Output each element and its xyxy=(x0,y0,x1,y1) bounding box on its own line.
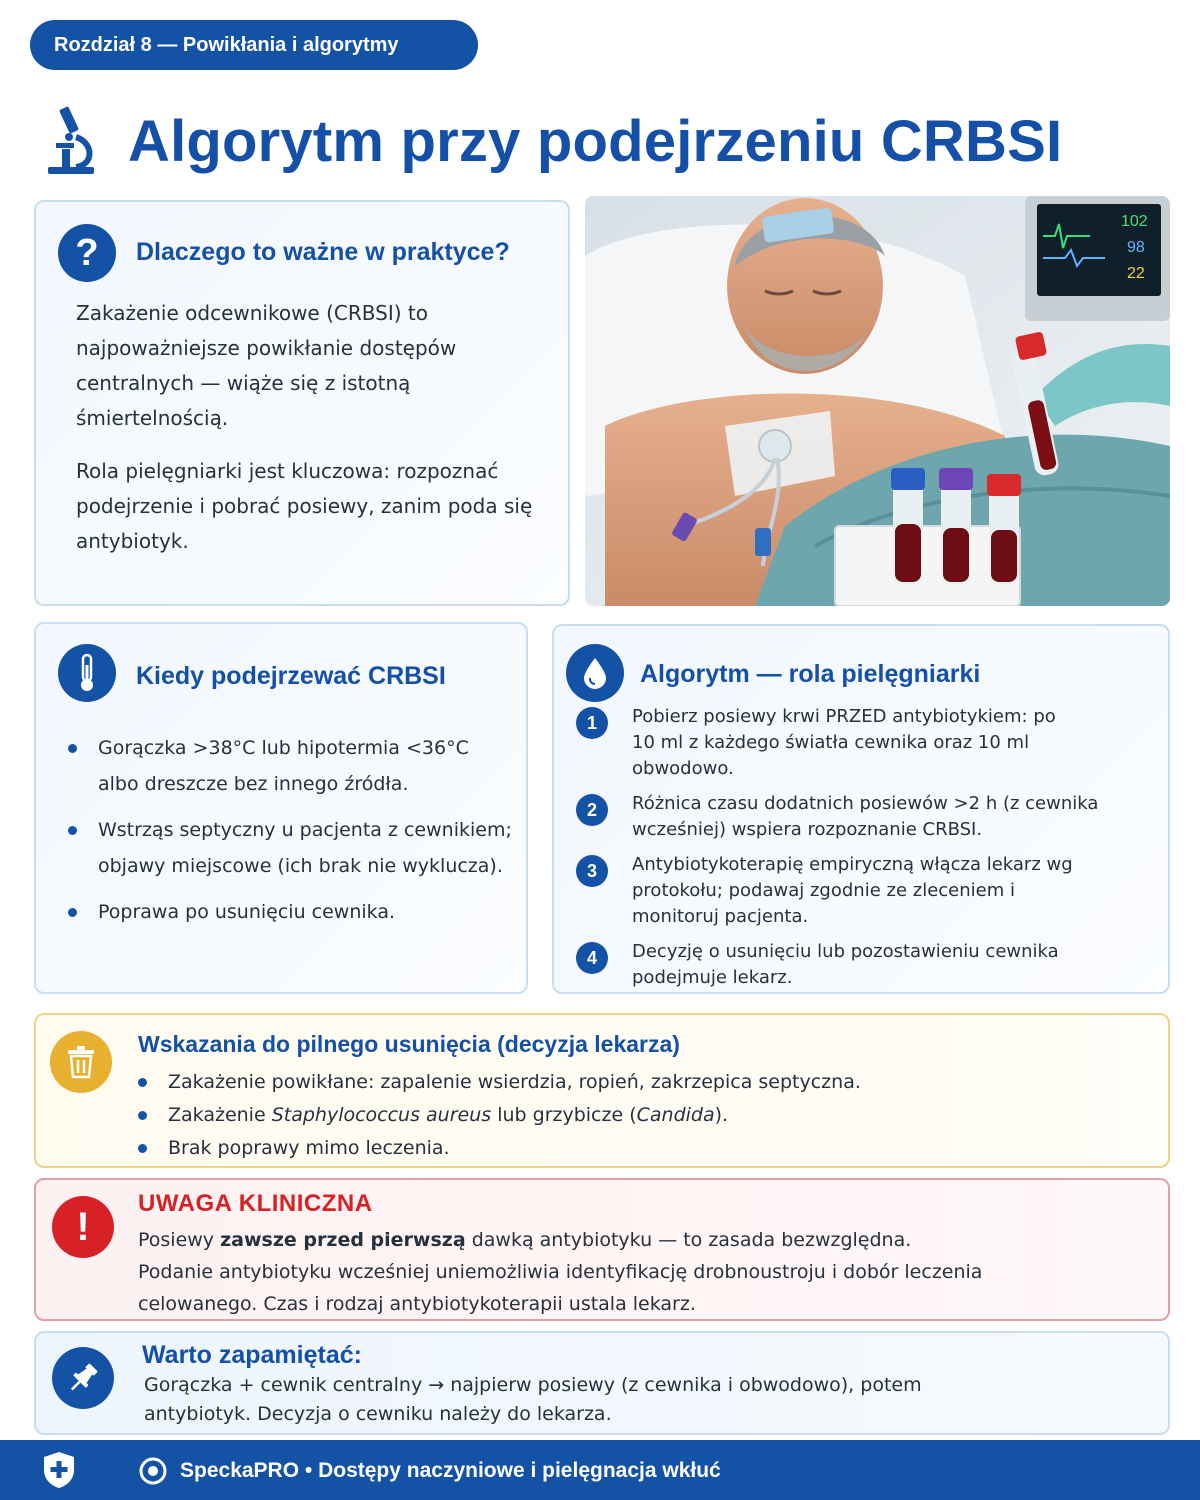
algorithm-card xyxy=(552,624,1170,994)
footer xyxy=(0,1440,1200,1500)
step-text: Różnica czasu dodatnich posiewów >2 h (z cewnika wcześniej) wspiera rozpoznanie CRBSI. xyxy=(632,793,1099,840)
removal-heading: Wskazania do pilnego usunięcia (decyzja lekarza) xyxy=(138,1031,680,1057)
list-item-text: Zakażenie xyxy=(168,1104,272,1126)
alert-line-1 xyxy=(138,1224,1038,1256)
removal-card xyxy=(34,1013,1170,1168)
page-header xyxy=(42,96,1062,186)
question-icon: ? xyxy=(58,224,116,282)
step-number: 3 xyxy=(576,855,608,887)
algorithm-step xyxy=(576,704,1156,782)
algorithm-step xyxy=(576,852,1156,930)
step-text: Antybiotykoterapię empiryczną włącza lekarz wg protokołu; podawaj zgodnie ze zleceniem i monitoruj pacjenta. xyxy=(632,854,1073,927)
step-number: 4 xyxy=(576,942,608,974)
monitor-value-3: 22 xyxy=(1127,265,1145,282)
algorithm-heading: Algorytm — rola pielęgniarki xyxy=(640,660,981,688)
list-item: Poprawa po usunięciu cewnika. xyxy=(62,894,512,930)
page-title: Algorytm przy podejrzeniu CRBSI xyxy=(128,108,1063,174)
list-item: Brak poprawy mimo leczenia. xyxy=(132,1132,1132,1165)
pin-icon xyxy=(52,1347,114,1409)
remember-title: Warto zapamiętać: xyxy=(142,1341,362,1369)
exclamation-icon: ! xyxy=(52,1196,114,1258)
list-item-text: lub grzybicze ( xyxy=(491,1104,637,1126)
step-text: Decyzję o usunięciu lub pozostawieniu cewnika podejmuje lekarz. xyxy=(632,941,1059,988)
thermometer-icon xyxy=(58,644,116,702)
clinical-alert-card xyxy=(34,1178,1170,1321)
list-item xyxy=(132,1099,1132,1132)
why-paragraph-2: Rola pielęgniarki jest kluczowa: rozpoznać podejrzenie i pobrać posiewy, zanim poda się antybiotyk. xyxy=(76,459,533,553)
footer-brand xyxy=(138,1456,721,1486)
removal-list xyxy=(132,1066,1132,1165)
footer-text: SpeckaPRO • Dostępy naczyniowe i pielęgnacja wkłuć xyxy=(180,1459,721,1482)
list-item: Zakażenie powikłane: zapalenie wsierdzia, ropień, zakrzepica septyczna. xyxy=(132,1066,1132,1099)
step-number: 1 xyxy=(576,707,608,739)
list-item-text: ). xyxy=(714,1104,729,1126)
chapter-badge xyxy=(30,20,478,70)
when-card xyxy=(34,622,528,994)
when-heading: Kiedy podejrzewać CRBSI xyxy=(136,662,446,690)
patient-photo xyxy=(585,196,1170,606)
why-heading: Dlaczego to ważne w praktyce? xyxy=(136,238,510,266)
algorithm-step xyxy=(576,791,1156,843)
list-item: Wstrząs septyczny u pacjenta z cewnikiem; objawy miejscowe (ich brak nie wyklucza). xyxy=(62,812,512,884)
list-item: Gorączka >38°C lub hipotermia <36°C albo dreszcze bez innego źródła. xyxy=(62,730,512,802)
alert-emphasis: zawsze przed pierwszą xyxy=(220,1229,466,1251)
shield-plus-icon xyxy=(42,1450,76,1490)
organism-name: Candida xyxy=(636,1104,715,1126)
remember-text: Gorączka + cewnik centralny → najpierw posiewy (z cewnika i obwodowo), potem antybiotyk. Decyzja o cewniku należy do lekarza. xyxy=(144,1374,922,1425)
alert-title: UWAGA KLINICZNA xyxy=(138,1190,373,1217)
target-icon xyxy=(138,1456,168,1486)
chapter-label: Rozdział 8 — Powikłania i algorytmy xyxy=(54,33,399,56)
alert-text xyxy=(138,1224,1038,1320)
alert-text-part: dawką antybiotyku — to zasada bezwzględna. xyxy=(465,1229,912,1251)
why-paragraph-1: Zakażenie odcewnikowe (CRBSI) to najpoważniejsze powikłanie dostępów centralnych — wiąże się z istotną śmiertelnością. xyxy=(76,301,457,430)
when-list xyxy=(62,730,512,940)
alert-text-part: Posiewy xyxy=(138,1229,221,1251)
step-number: 2 xyxy=(576,794,608,826)
remember-card xyxy=(34,1331,1170,1435)
monitor-value-1: 102 xyxy=(1121,213,1148,230)
monitor-value-2: 98 xyxy=(1127,239,1145,256)
why-card xyxy=(34,200,570,606)
algorithm-step xyxy=(576,939,1156,991)
microscope-icon xyxy=(42,103,98,179)
step-text: Pobierz posiewy krwi PRZED antybiotykiem: po 10 ml z każdego światła cewnika oraz 10 ml obwodowo. xyxy=(632,706,1056,779)
drop-icon xyxy=(566,644,624,702)
algorithm-steps xyxy=(576,704,1156,1000)
trash-icon xyxy=(50,1031,112,1093)
organism-name: Staphylococcus aureus xyxy=(271,1104,492,1126)
alert-line-2: Podanie antybiotyku wcześniej uniemożliwia identyfikację drobnoustroju i dobór leczenia celowanego. Czas i rodzaj antybiotykoterapii ustala lekarz. xyxy=(138,1261,983,1315)
